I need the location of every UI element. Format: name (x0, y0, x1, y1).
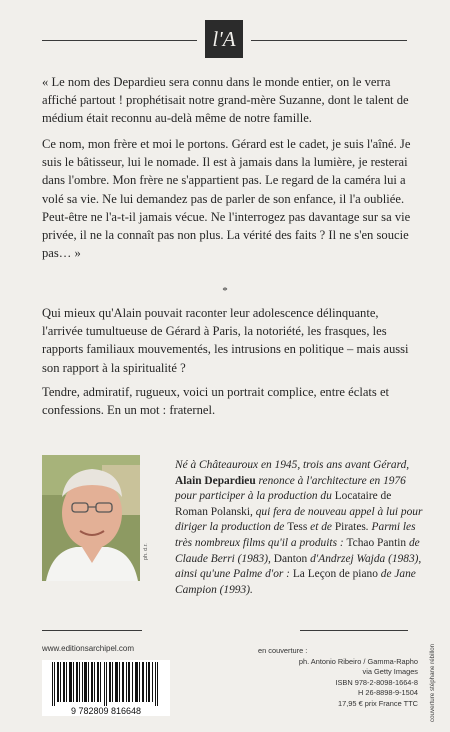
cover-photo-credit: ph. Antonio Ribeiro / Gamma-Rapho (298, 656, 418, 666)
bio-text-7: d'Andrzej Wajda (1983), ainsi qu'une Palme d'or : (175, 552, 422, 581)
bio-title-2: Tess (287, 521, 308, 534)
publisher-logo-text: l'A (212, 26, 236, 51)
isbn-barcode (42, 660, 170, 716)
bio-title-4: Tchao Pantin (346, 536, 407, 549)
cover-info (238, 646, 418, 710)
third-paragraph (42, 304, 418, 377)
bio-text-6: de Claude Berri (1983), (175, 536, 420, 565)
photo-credit: ph. d.r. (143, 543, 149, 560)
publisher-logo (205, 20, 243, 58)
website-url[interactable]: www.editionsarchipel.com (42, 644, 135, 653)
bio-text-1: Né à Châteauroux en 1945, trois ans avant Gérard, (175, 459, 410, 471)
second-paragraph (42, 135, 418, 262)
author-portrait-image (42, 455, 140, 581)
bio-title-1: Locataire de Roman Polanski (175, 490, 392, 518)
third-text: Qui mieux qu'Alain pouvait raconter leur adolescence délinquante, l'arrivée tumultueuse de Gérard à Paris, la notoriété, les frasques, les rapports familiaux mouvementés, les intrusions en politique – mais aussi son rapport à la spiritualité ? (42, 306, 409, 375)
barcode-number: 9 782809 816648 (70, 706, 142, 716)
cover-agency: via Getty Images (362, 667, 418, 677)
isbn-text: ISBN 978-2-8098-1664-8 (335, 677, 418, 687)
top-rule-left (42, 40, 197, 41)
separator-star: * (222, 285, 228, 297)
author-photo (42, 455, 140, 581)
bio-title-3: Pirates (334, 521, 366, 534)
bio-text-5: . Parmi les très nombreux films qu'il a produits : (175, 521, 416, 549)
bio-text-8: de Jane Campion (1993). (175, 568, 416, 596)
intro-paragraph (42, 73, 418, 128)
author-bio (175, 458, 425, 598)
price-text: 17,95 € prix France TTC (338, 698, 418, 708)
product-code: H 26-8898-9-1504 (358, 688, 418, 698)
second-text: Ce nom, mon frère et moi le portons. Gérard est le cadet, je suis l'aîné. Je suis le bâtisseur, lui le nomade. Il est à jamais dans la lumière, je resterai dans l'ombre. Mon frère ne s'appartient pas. Le regard de la caméra lui a volé sa vie. Ne lui demandez pas de parler de son enfance, il l'a oubliée. Peut-être ne l'a-t-il jamais vécue. Ne l'interrogez pas davantage sur sa vie privée, il ne la connaît pas non plus. La vérité des faits ? Il ne s'en soucie pas… » (42, 137, 411, 261)
bio-author-name: Alain Depardieu (175, 474, 256, 487)
bio-text-2: renonce à l'architecture en 1976 pour participer à la production du (175, 474, 406, 503)
bio-text-3: , qui fera de nouveau appel à lui pour diriger la production de (175, 505, 423, 534)
bottom-rule-right (300, 630, 408, 631)
fourth-text: Tendre, admiratif, rugueux, voici un portrait complice, entre éclats et confessions. En un mot : fraternel. (42, 385, 390, 418)
bio-text-4: et de (307, 521, 335, 534)
top-rule-right (251, 40, 407, 41)
cover-info-label: en couverture : (258, 646, 308, 655)
bio-title-6: La Leçon de piano (292, 568, 378, 581)
fourth-paragraph (42, 383, 418, 419)
design-credit: couverture stéphane rébillon (429, 643, 436, 722)
bio-title-5: Danton (273, 552, 308, 565)
intro-text: « Le nom des Depardieu sera connu dans le monde entier, on le verra affiché partout ! prophétisait notre grand-mère Suzanne, dont le talent de médium était reconnu au-delà même de notre famille. (42, 75, 409, 126)
bottom-rule-left (42, 630, 142, 631)
